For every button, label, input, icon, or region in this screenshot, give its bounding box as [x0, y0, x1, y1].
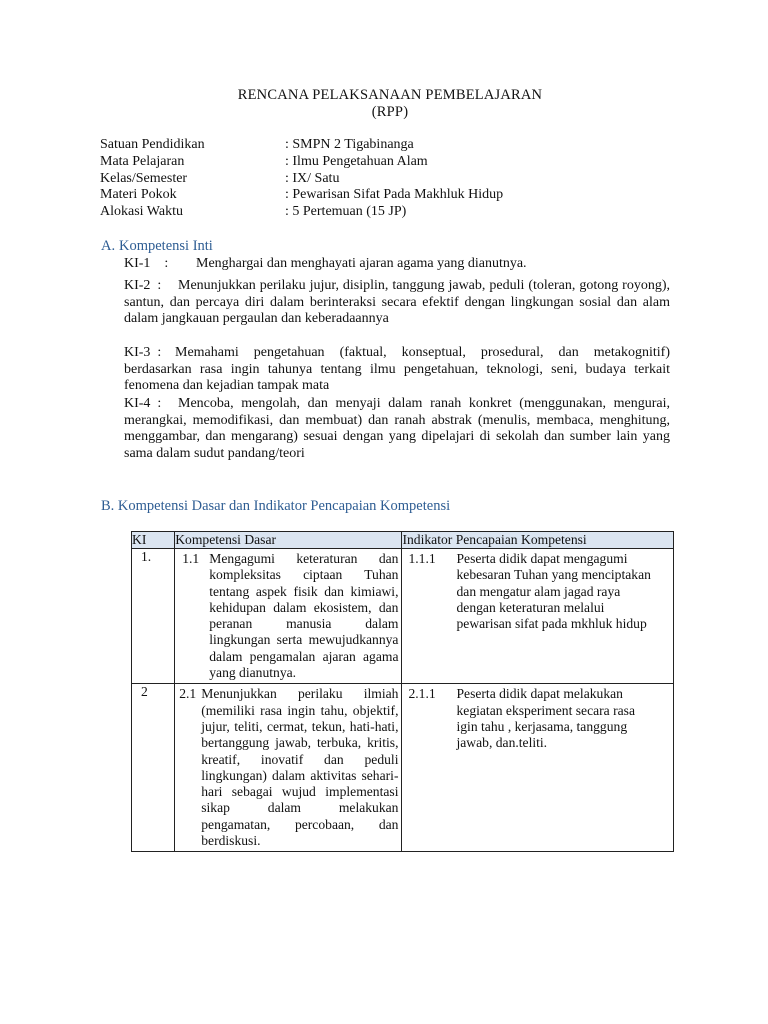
- section-a-number: A.: [101, 238, 116, 254]
- competency-table: [131, 531, 674, 852]
- kd-number: 1.1: [182, 551, 200, 566]
- table-row: [132, 549, 674, 684]
- header-indikator: Indikator Pencapaian Kompetensi: [402, 532, 674, 549]
- ki-text: [124, 345, 670, 395]
- ip-text: Peserta didik dapat mengagumi kebesaran Tuhan yang menciptakan dan mengatur alam jagad raya dengan keteraturan melalui pewarisan sifat pada mkhluk hidup: [456, 551, 651, 632]
- ki-text: [124, 278, 670, 328]
- section-a-title: Kompetensi Inti: [119, 238, 213, 254]
- kd-number: 2.1: [179, 686, 197, 702]
- table-row: [132, 684, 674, 852]
- identity-value: : 5 Pertemuan (15 JP): [285, 204, 407, 220]
- row-kompetensi-dasar: [175, 684, 402, 852]
- ip-text: Peserta didik dapat melakukan kegiatan eksperiment secara rasa igin tahu , kerjasama, tanggung jawab, dan.teliti.: [456, 686, 635, 751]
- ki-code: KI-2 :: [124, 278, 162, 293]
- document-subtitle: (RPP): [371, 104, 409, 120]
- ki-text-content: Mencoba, mengolah, dan menyaji dalam ranah konkret (menggunakan, mengurai, merangkai, memodifikasi, dan membuat) dan ranah abstrak (menulis, membaca, menghitung, menggambar, dan mengarang) sesuai dengan yang dipelajari di sekolah dan sumber lain yang sama dalam sudut pandang/teori: [124, 396, 670, 461]
- header-kompetensi-dasar: Kompetensi Dasar: [175, 532, 402, 549]
- section-b-heading: B. Kompetensi Dasar dan Indikator Pencapaian Kompetensi: [101, 498, 451, 514]
- identity-value: : Ilmu Pengetahuan Alam: [285, 153, 428, 169]
- document-title: RENCANA PELAKSANAAN PEMBELAJARAN: [237, 87, 543, 103]
- row-indikator: [402, 684, 674, 852]
- identity-label: Mata Pelajaran: [100, 153, 185, 169]
- kd-text: Mengagumi keteraturan dan kompleksitas ciptaan Tuhan tentang aspek fisik dan kimiawi, kehidupan dalam ekosistem, dan peranan manusia dalam lingkungan serta mewujudkannya dalam pengamalan ajaran agama yang dianutnya.: [209, 551, 399, 681]
- row-ki: 2: [132, 684, 175, 852]
- kd-text: Menunjukkan perilaku ilmiah (memiliki rasa ingin tahu, objektif, jujur, teliti, cermat, tekun, hati-hati, bertanggung jawab, terbuka, kritis, kreatif, inovatif dan peduli lingkungan) dalam aktivitas sehari-hari sebagai wujud implementasi sikap dalam melakukan pengamatan, percobaan, dan berdiskusi.: [201, 686, 399, 849]
- ki-text: Menghargai dan menghayati ajaran agama yang dianutnya.: [196, 256, 527, 271]
- identity-label: Materi Pokok: [100, 187, 177, 203]
- row-kompetensi-dasar: [175, 549, 402, 684]
- identity-value: : IX/ Satu: [285, 170, 340, 186]
- section-a-heading: [101, 238, 213, 255]
- ki-code: KI-4 :: [124, 396, 162, 411]
- identity-value: : Pewarisan Sifat Pada Makhluk Hidup: [285, 187, 504, 203]
- header-ki: KI: [132, 532, 175, 549]
- row-indikator: [402, 549, 674, 684]
- ki-code: KI-3 :: [124, 345, 162, 360]
- ki-text: [124, 396, 670, 462]
- identity-value: : SMPN 2 Tigabinanga: [285, 137, 414, 152]
- ki-text-content: Memahami pengetahuan (faktual, konseptual, prosedural, dan metakognitif) berdasarkan rasa ingin tahunya tentang ilmu pengetahuan, teknologi, seni, budaya terkait fenomena dan kejadian tampak mata: [124, 345, 670, 393]
- ki-code: KI-1 :: [124, 256, 169, 271]
- ip-number: 1.1.1: [408, 551, 436, 566]
- identity-label: Alokasi Waktu: [100, 204, 183, 220]
- ki-text-content: Menunjukkan perilaku jujur, disiplin, tanggung jawab, peduli (toleran, gotong royong), santun, dan percaya diri dalam berinteraksi secara efektif dengan lingkungan sosial dan alam dalam jangkauan pergaulan dan keberadaannya: [124, 278, 670, 326]
- row-ki: 1.: [132, 549, 175, 684]
- table-header-row: [132, 532, 674, 549]
- ip-number: 2.1.1: [408, 686, 436, 702]
- identity-label: Satuan Pendidikan: [100, 137, 205, 152]
- identity-label: Kelas/Semester: [100, 170, 188, 186]
